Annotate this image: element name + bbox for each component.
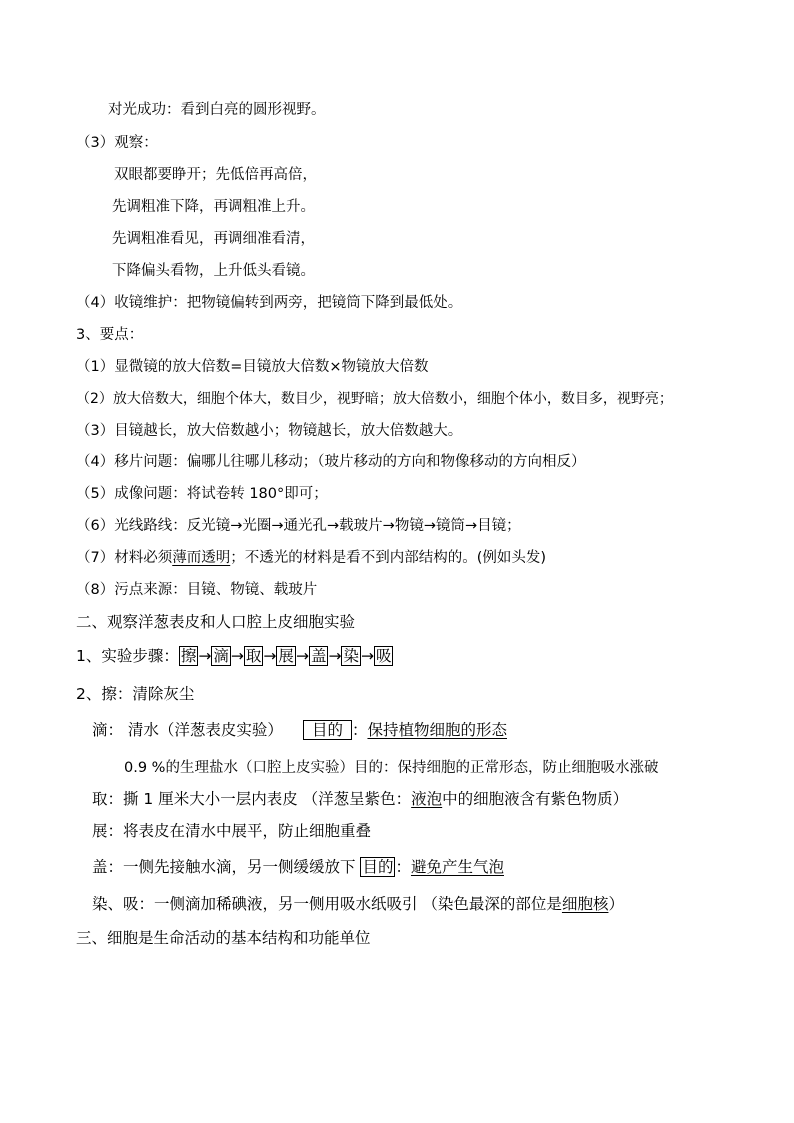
purpose-colon: ：	[395, 858, 411, 876]
cover-purpose: 避免产生气泡	[410, 858, 504, 876]
arrow-icon: →	[295, 647, 309, 665]
take-step-text-end: 中的细胞液含有紫色物质）	[442, 790, 629, 808]
point-1: （1）显微镜的放大倍数=目镜放大倍数×物镜放大倍数	[76, 359, 429, 375]
cover-step-text: 盖：一侧先接触水滴，另一侧缓缓放下	[92, 858, 361, 876]
experiment-steps-line	[76, 646, 393, 666]
take-step-text: 取：撕 1 厘米大小一层内表皮 （洋葱呈紫色：	[92, 790, 412, 808]
observe-rule-4: 下降偏头看物，上升低头看镜。	[112, 263, 315, 279]
drop-step-text: 滴： 清水（洋葱表皮实验）	[92, 721, 283, 739]
step-box: 滴	[213, 647, 229, 665]
section-3-heading: 三、细胞是生命活动的基本结构和功能单位	[76, 929, 371, 947]
point-2: （2）放大倍数大，细胞个体大，数目少，视野暗；放大倍数小，细胞个体小，数目多，视野亮；	[76, 391, 673, 407]
point-7-underlined: 薄而透明	[172, 550, 231, 566]
point-8: （8）污点来源：目镜、物镜、载玻片	[76, 582, 318, 598]
drop-purpose: 保持植物细胞的形态	[367, 721, 507, 739]
purpose-box: 目的	[303, 720, 352, 740]
drop-step	[92, 720, 507, 740]
spread-step: 展：将表皮在清水中展平，防止细胞重叠	[92, 822, 372, 840]
arrow-icon: →	[263, 647, 277, 665]
steps-prefix: 1、实验步骤：	[76, 647, 179, 665]
light-success-line: 对光成功：看到白亮的圆形视野。	[108, 102, 326, 118]
point-3: （3）目镜越长，放大倍数越小；物镜越长，放大倍数越大。	[76, 423, 463, 439]
vacuole-term: 液泡	[411, 790, 443, 808]
observe-rule-3: 先调粗准看见，再调细准看清，	[112, 231, 315, 247]
step-box: 染	[343, 647, 359, 665]
step-box: 展	[278, 647, 294, 665]
stain-step	[92, 894, 624, 914]
nucleus-term: 细胞核	[561, 895, 609, 913]
observe-rule-2: 先调粗准下降，再调粗准上升。	[112, 199, 315, 215]
point-7-text-c: ；不透光的材料是看不到内部结构的。(例如头发)	[230, 550, 547, 566]
step-box: 盖	[310, 647, 327, 665]
take-step	[92, 789, 628, 809]
observe-heading: （3）观察：	[76, 135, 158, 151]
arrow-icon: →	[328, 647, 342, 665]
point-5: （5）成像问题：将试卷转 180°即可；	[76, 486, 328, 502]
point-7	[76, 548, 546, 568]
purpose-box: 目的	[362, 858, 394, 876]
purpose-colon: ：	[351, 721, 368, 739]
observe-rule-1: 双眼都要睁开；先低倍再高倍，	[114, 167, 317, 183]
step-box: 吸	[375, 647, 392, 665]
maintenance-line: （4）收镜维护：把物镜偏转到两旁，把镜筒下降到最低处。	[76, 295, 463, 311]
stain-step-text: 染、吸：一侧滴加稀碘液，另一侧用吸水纸吸引 （染色最深的部位是	[92, 895, 562, 913]
step-box: 擦	[180, 647, 197, 665]
key-points-heading: 3、要点：	[76, 327, 144, 343]
stain-step-text-end: ）	[608, 895, 624, 913]
step-box: 取	[245, 647, 262, 665]
section-2-heading: 二、观察洋葱表皮和人口腔上皮细胞实验	[76, 613, 356, 631]
point-4: （4）移片问题：偏哪儿往哪儿移动；（玻片移动的方向和物像移动的方向相反）	[76, 454, 586, 470]
arrow-icon: →	[198, 647, 212, 665]
point-7-text-a: （7）材料必须	[76, 550, 173, 566]
arrow-icon: →	[230, 647, 244, 665]
wipe-step: 2、擦：清除灰尘	[76, 685, 195, 703]
point-6: （6）光线路线：反光镜→光圈→通光孔→载玻片→物镜→镜筒→目镜；	[76, 518, 521, 534]
arrow-icon: →	[360, 647, 374, 665]
saline-line: 0.9 %的生理盐水（口腔上皮实验）目的：保持细胞的正常形态，防止细胞吸水涨破	[124, 760, 659, 776]
cover-step	[92, 857, 504, 877]
